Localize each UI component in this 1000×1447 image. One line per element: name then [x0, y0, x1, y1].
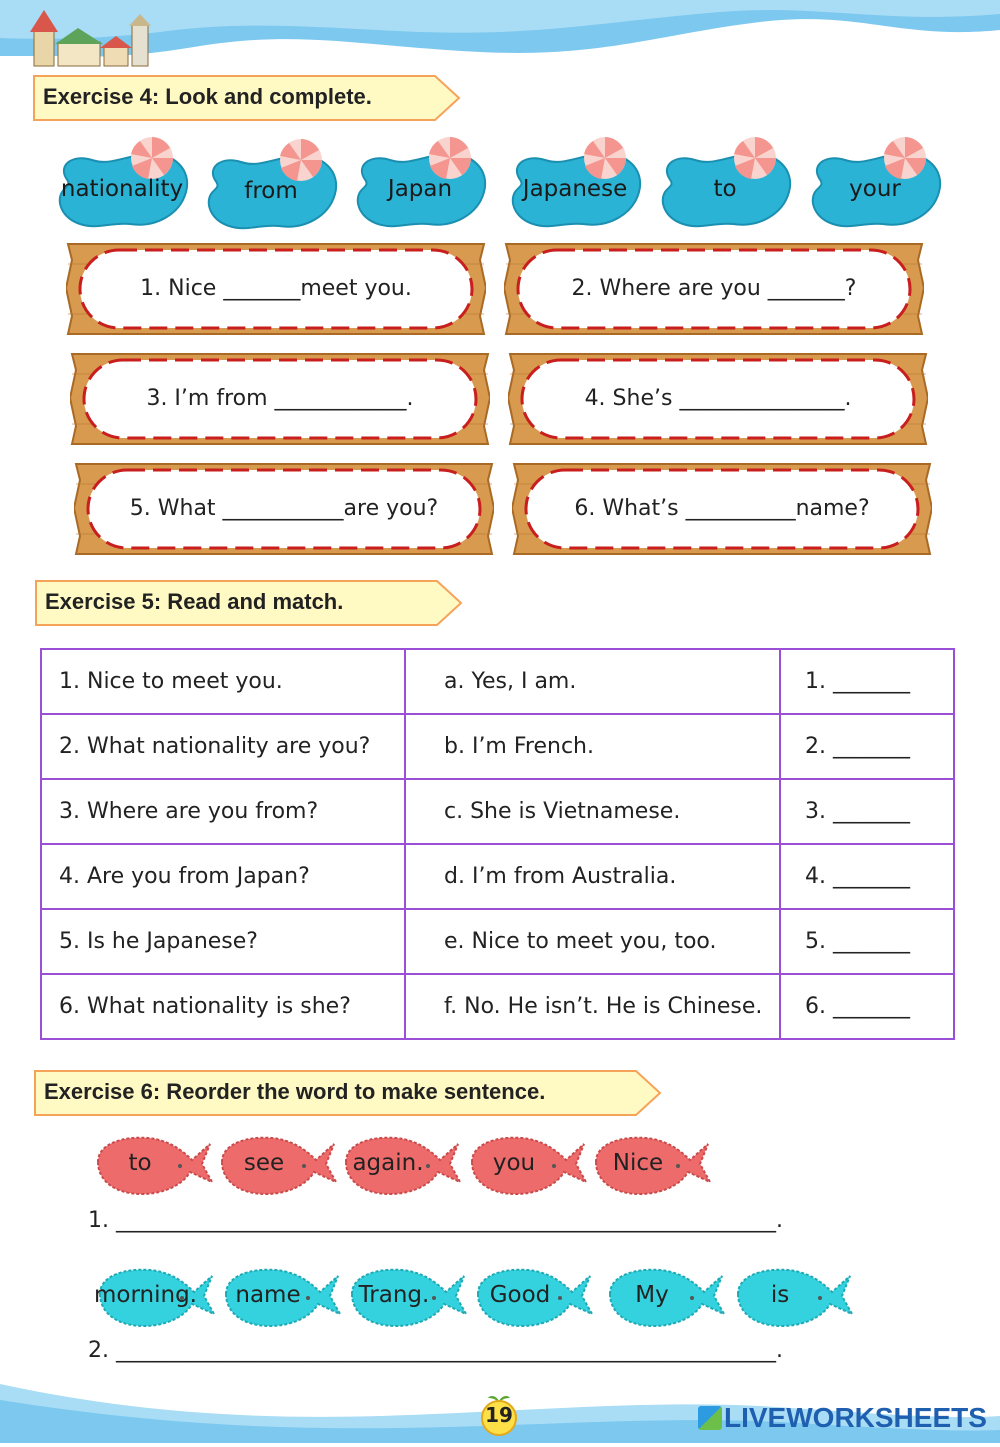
candy-icon: [131, 137, 173, 179]
exercise-4-title: Exercise 4: Look and complete.: [43, 84, 372, 109]
word-bank-label: Japanese: [522, 176, 628, 202]
answer-cell: c. She is Vietnamese.: [405, 779, 780, 844]
sentence-text: 4. She’s _______________.: [584, 386, 852, 411]
word-bank-label: your: [849, 176, 901, 202]
question-cell: 6. What nationality is she?: [41, 974, 405, 1039]
match-blank[interactable]: 5. _______: [780, 909, 954, 974]
red-word-tile[interactable]: [92, 1132, 212, 1198]
word-bank-label: Japan: [387, 176, 453, 202]
cyan-word-tile[interactable]: [346, 1264, 466, 1330]
question-cell: 5. Is he Japanese?: [41, 909, 405, 974]
sentence-sign-2[interactable]: [504, 242, 924, 336]
brand-logo: LIVEWORKSHEETS: [698, 1402, 987, 1438]
question-cell: 3. Where are you from?: [41, 779, 405, 844]
exercise-4-banner: [33, 75, 463, 121]
cyan-word-tile[interactable]: [220, 1264, 340, 1330]
word-tile-label: is: [770, 1282, 790, 1308]
word-tile-label: see: [243, 1150, 285, 1176]
table-row: [41, 714, 954, 779]
page-number: 19: [485, 1403, 513, 1427]
candy-icon: [280, 139, 322, 181]
word-bank-item[interactable]: [201, 138, 341, 230]
candy-icon: [584, 137, 626, 179]
word-tile-label: Trang.: [358, 1282, 430, 1308]
table-row: [41, 909, 954, 974]
word-bank-label: to: [713, 176, 737, 202]
word-tile-label: morning.: [94, 1282, 197, 1308]
sentence-sign-1[interactable]: [66, 242, 486, 336]
cyan-word-tile[interactable]: [94, 1264, 214, 1330]
page-number-badge: [474, 1393, 524, 1433]
word-tile-label: My: [635, 1282, 669, 1308]
word-bank-item[interactable]: [805, 136, 945, 228]
red-word-tile[interactable]: [216, 1132, 336, 1198]
word-bank-item[interactable]: [350, 136, 490, 228]
sentence-sign-6[interactable]: [512, 462, 932, 556]
word-bank-item[interactable]: [52, 136, 192, 228]
sentence-text: 6. What’s __________name?: [574, 496, 870, 521]
sentence-text: 1. Nice _______meet you.: [140, 276, 412, 301]
answer-cell: b. I’m French.: [405, 714, 780, 779]
sentence-text: 5. What ___________are you?: [129, 496, 439, 521]
answer-cell: f. No. He isn’t. He is Chinese.: [405, 974, 780, 1039]
red-word-tile[interactable]: [590, 1132, 710, 1198]
exercise-6-title: Exercise 6: Reorder the word to make sentence.: [44, 1079, 546, 1104]
sentence-sign-5[interactable]: [74, 462, 494, 556]
answer-line-1[interactable]: 1. ____________________________________________________________.: [88, 1208, 783, 1233]
candy-icon: [429, 137, 471, 179]
exercise-5-title: Exercise 5: Read and match.: [45, 589, 344, 614]
table-row: [41, 779, 954, 844]
red-word-tile[interactable]: [340, 1132, 460, 1198]
answer-cell: a. Yes, I am.: [405, 649, 780, 714]
match-blank[interactable]: 2. _______: [780, 714, 954, 779]
sentence-sign-4[interactable]: [508, 352, 928, 446]
exercise-6-banner: [34, 1070, 664, 1116]
word-tile-label: Good: [489, 1282, 551, 1308]
match-blank[interactable]: 1. _______: [780, 649, 954, 714]
word-tile-label: you: [492, 1150, 536, 1176]
matching-table: [40, 648, 955, 1040]
answer-line-2[interactable]: 2. ____________________________________________________________.: [88, 1338, 783, 1363]
liveworksheets-logo-icon: [698, 1406, 722, 1430]
question-cell: 2. What nationality are you?: [41, 714, 405, 779]
answer-cell: d. I’m from Australia.: [405, 844, 780, 909]
candy-icon: [884, 137, 926, 179]
table-row: [41, 649, 954, 714]
question-cell: 1. Nice to meet you.: [41, 649, 405, 714]
sentence-text: 2. Where are you _______?: [571, 276, 857, 301]
match-blank[interactable]: 4. _______: [780, 844, 954, 909]
match-blank[interactable]: 3. _______: [780, 779, 954, 844]
word-tile-label: Nice: [612, 1150, 664, 1176]
table-row: [41, 844, 954, 909]
cyan-word-tile[interactable]: [472, 1264, 592, 1330]
word-bank-label: from: [244, 178, 298, 204]
word-tile-label: name: [235, 1282, 301, 1308]
match-blank[interactable]: 6. _______: [780, 974, 954, 1039]
candy-icon: [734, 137, 776, 179]
word-tile-label: again.: [352, 1150, 424, 1176]
red-word-tile[interactable]: [466, 1132, 586, 1198]
exercise-5-banner: [35, 580, 465, 626]
word-bank-item[interactable]: [655, 136, 795, 228]
word-bank-label: nationality: [60, 176, 184, 202]
header-decoration: [0, 0, 1000, 75]
word-tile-label: to: [128, 1150, 152, 1176]
answer-cell: e. Nice to meet you, too.: [405, 909, 780, 974]
cyan-word-tile[interactable]: [604, 1264, 724, 1330]
sentence-sign-3[interactable]: [70, 352, 490, 446]
word-bank-item[interactable]: [505, 136, 645, 228]
table-row: [41, 974, 954, 1039]
sentence-text: 3. I’m from ____________.: [146, 386, 414, 411]
cyan-word-tile[interactable]: [732, 1264, 852, 1330]
question-cell: 4. Are you from Japan?: [41, 844, 405, 909]
